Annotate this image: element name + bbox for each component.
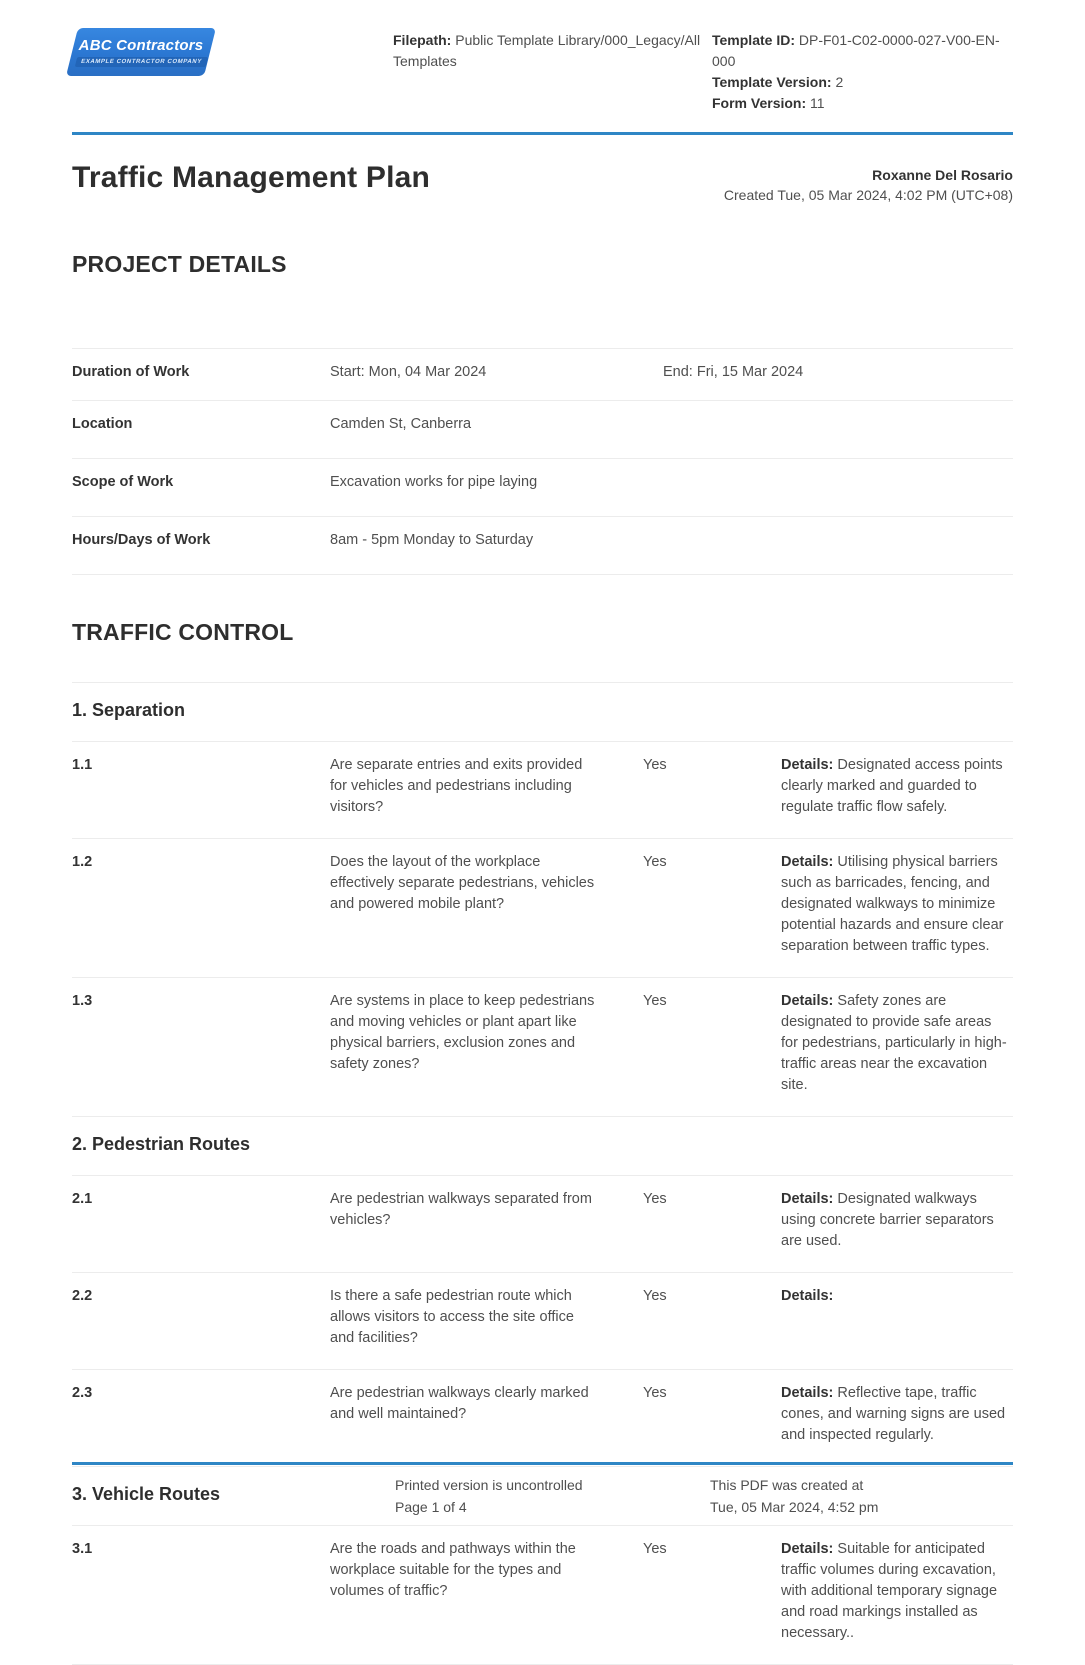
question-number: 2.3 — [72, 1385, 93, 1401]
section-heading-traffic-control: TRAFFIC CONTROL — [72, 619, 294, 645]
details-text: Designated walkways using concrete barrier separators are used. — [781, 1191, 994, 1249]
template-id-value: DP-F01-C02-0000-027-V00-EN-000 — [712, 32, 1000, 69]
form-version-label: Form Version: — [712, 95, 807, 111]
section-heading-project-details: PROJECT DETAILS — [72, 251, 287, 277]
page-header — [72, 0, 1013, 132]
subsection-separation — [72, 682, 1013, 741]
author-name: Roxanne Del Rosario — [872, 167, 1013, 183]
footer-right-block — [710, 1474, 878, 1518]
checklist-row — [72, 741, 1013, 838]
details-text: Safety zones are designated to provide safe areas for pedestrians, particularly in high-traffic areas near the excavation site. — [781, 993, 1007, 1093]
subsection-title: 2. Pedestrian Routes — [72, 1134, 251, 1154]
details-text: Suitable for anticipated traffic volumes during excavation, with additional temporary signage and road markings installed as necessary.. — [781, 1541, 998, 1641]
row-label: Duration of Work — [72, 364, 190, 380]
row-value-start: Start: Mon, 04 Mar 2024 — [330, 364, 487, 380]
details-cell — [781, 1539, 1013, 1656]
created-timestamp: Created Tue, 05 Mar 2024, 4:02 PM (UTC+08) — [723, 187, 1013, 203]
filepath-line — [393, 30, 712, 72]
row-value: 8am - 5pm Monday to Saturday — [330, 532, 534, 548]
checklist-row — [72, 838, 1013, 977]
checklist-row — [72, 1175, 1013, 1272]
row-label: Hours/Days of Work — [72, 532, 211, 548]
details-cell — [781, 1189, 1013, 1264]
details-cell — [781, 1383, 1013, 1458]
question-number: 1.3 — [72, 993, 93, 1009]
details-label: Details: — [781, 993, 834, 1009]
header-divider — [72, 132, 1013, 135]
company-logo — [72, 28, 210, 76]
checklist-row — [72, 1272, 1013, 1369]
details-cell — [781, 991, 1013, 1108]
question-text: Is there a safe pedestrian route which allows visitors to access the site office and facilities? — [330, 1288, 574, 1346]
uncontrolled-notice: Printed version is uncontrolled — [395, 1477, 583, 1493]
question-number: 2.1 — [72, 1191, 93, 1207]
pdf-created-label: This PDF was created at — [710, 1477, 864, 1493]
question-number: 3.1 — [72, 1541, 93, 1557]
answer-value: Yes — [643, 993, 667, 1009]
details-label: Details: — [781, 1385, 834, 1401]
details-cell — [781, 852, 1013, 969]
logo-text-group — [72, 28, 210, 76]
template-id-label: Template ID: — [712, 32, 795, 48]
answer-value: Yes — [643, 1191, 667, 1207]
question-number: 1.2 — [72, 854, 93, 870]
details-label: Details: — [781, 1288, 834, 1304]
logo-tagline: EXAMPLE CONTRACTOR COMPANY — [74, 57, 207, 67]
project-details-table — [72, 348, 1013, 575]
table-row — [72, 458, 1013, 516]
details-label: Details: — [781, 1191, 834, 1207]
subsection-pedestrian-routes — [72, 1116, 1013, 1175]
filepath-value: Public Template Library/000_Legacy/All Templates — [393, 32, 701, 69]
question-number: 2.2 — [72, 1288, 93, 1304]
row-value: Excavation works for pipe laying — [330, 474, 538, 490]
question-text: Are systems in place to keep pedestrians and moving vehicles or plant apart like physical barriers, exclusion zones and safety zones? — [330, 993, 595, 1072]
checklist-row — [72, 1369, 1013, 1466]
checklist-row — [72, 977, 1013, 1116]
question-text: Are the roads and pathways within the workplace suitable for the types and volumes of traffic? — [330, 1541, 576, 1599]
details-text: Designated access points clearly marked and guarded to regulate traffic flow safely. — [781, 757, 1003, 815]
details-cell — [781, 755, 1013, 830]
template-version-line — [712, 72, 1013, 93]
template-info-block — [712, 28, 1013, 114]
row-value: Camden St, Canberra — [330, 416, 472, 432]
table-row — [72, 400, 1013, 458]
subsection-title: 3. Vehicle Routes — [72, 1484, 221, 1504]
details-label: Details: — [781, 1541, 834, 1557]
answer-value: Yes — [643, 1541, 667, 1557]
answer-value: Yes — [643, 1288, 667, 1304]
details-label: Details: — [781, 854, 834, 870]
details-cell — [781, 1286, 1013, 1361]
details-text: Reflective tape, traffic cones, and warning signs are used and inspected regularly. — [781, 1385, 1006, 1443]
row-value-end: End: Fri, 15 Mar 2024 — [663, 364, 804, 380]
row-label: Location — [72, 416, 133, 432]
question-text: Are separate entries and exits provided for vehicles and pedestrians including visitors? — [330, 757, 583, 815]
details-label: Details: — [781, 757, 834, 773]
checklist-row — [72, 1525, 1013, 1664]
details-text: Utilising physical barriers such as barricades, fencing, and designated walkways to minimize potential hazards and ensure clear separation between traffic types. — [781, 854, 1004, 954]
form-version-line — [712, 93, 1013, 114]
question-number: 1.1 — [72, 757, 93, 773]
subsection-title: 1. Separation — [72, 700, 186, 720]
template-version-label: Template Version: — [712, 74, 832, 90]
page-title: Traffic Management Plan — [72, 161, 431, 194]
filepath-label: Filepath: — [393, 32, 452, 48]
form-version-value: 11 — [810, 95, 825, 111]
template-id-line — [712, 30, 1013, 72]
filepath-block — [393, 28, 712, 72]
footer-left-block — [395, 1474, 583, 1518]
template-version-value: 2 — [835, 74, 844, 90]
pdf-created-timestamp: Tue, 05 Mar 2024, 4:52 pm — [710, 1499, 879, 1515]
footer-divider — [72, 1462, 1013, 1465]
answer-value: Yes — [643, 757, 667, 773]
answer-value: Yes — [643, 854, 667, 870]
page-number: Page 1 of 4 — [395, 1499, 467, 1515]
question-text: Are pedestrian walkways clearly marked and well maintained? — [330, 1385, 589, 1422]
question-text: Are pedestrian walkways separated from vehicles? — [330, 1191, 592, 1228]
title-row — [72, 161, 1013, 205]
answer-value: Yes — [643, 1385, 667, 1401]
created-block — [724, 161, 1013, 205]
logo-company-name: ABC Contractors — [78, 37, 204, 54]
question-text: Does the layout of the workplace effectively separate pedestrians, vehicles and powered mobile plant? — [330, 854, 595, 912]
table-row — [72, 516, 1013, 574]
row-label: Scope of Work — [72, 474, 174, 490]
table-row — [72, 348, 1013, 400]
